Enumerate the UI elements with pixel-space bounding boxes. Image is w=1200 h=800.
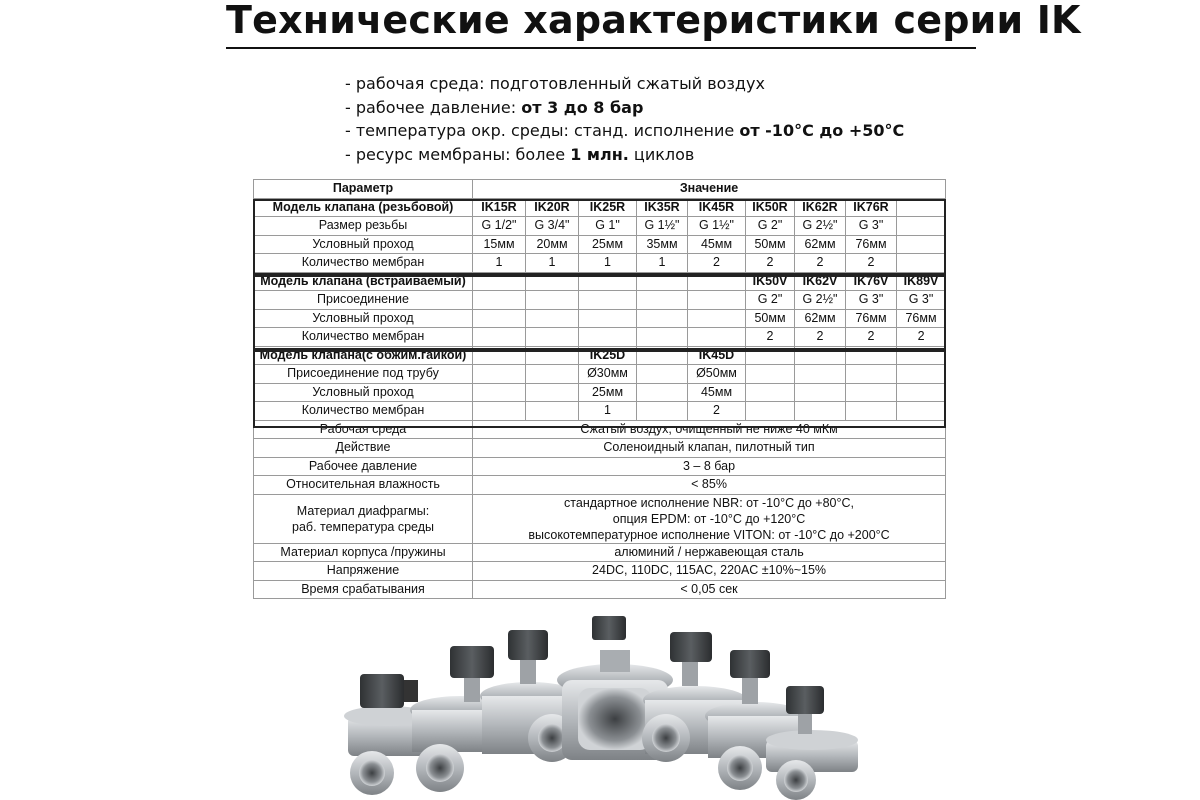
bullet-pre-text: - температура окр. среды: станд. исполнение bbox=[345, 121, 740, 140]
compression-connection-cell bbox=[795, 365, 846, 384]
embedded-bore-label: Условный проход bbox=[254, 309, 473, 328]
header-value: Значение bbox=[473, 180, 946, 199]
threaded-thread-cell: G 3/4" bbox=[526, 217, 579, 236]
threaded-membranes-cell: 2 bbox=[795, 254, 846, 273]
compression-bore-cell bbox=[526, 383, 579, 402]
bullet-bold-text: 1 млн. bbox=[570, 144, 629, 164]
common2-label: Материал корпуса /пружины bbox=[254, 543, 473, 562]
threaded-membranes-cell: 1 bbox=[637, 254, 688, 273]
title-underline bbox=[226, 47, 976, 49]
compression-bore-cell bbox=[846, 383, 897, 402]
bullet-pre-text: - рабочее давление: bbox=[345, 97, 522, 117]
bullet-pre-text: - рабочая среда: подготовленный сжатый воздух bbox=[345, 74, 765, 93]
threaded-bore-cell: 62мм bbox=[795, 235, 846, 254]
compression-connection-cell bbox=[473, 365, 526, 384]
bullet-pre-text: - ресурс мембраны: более bbox=[345, 144, 571, 164]
compression-connection-cell bbox=[746, 365, 795, 384]
threaded-membranes-cell: 2 bbox=[688, 254, 746, 273]
threaded-membranes-label: Количество мембран bbox=[254, 254, 473, 273]
embedded-bore-cell: 62мм bbox=[795, 309, 846, 328]
compression-connection-cell: Ø30мм bbox=[579, 365, 637, 384]
common2-value: 24DC, 110DC, 115AC, 220AC ±10%~15% bbox=[473, 562, 946, 581]
page-title: Технические характеристики серии IK bbox=[226, 0, 1081, 42]
embedded-membranes-cell bbox=[526, 328, 579, 347]
table-row bbox=[254, 235, 946, 254]
compression-bore-cell bbox=[897, 383, 946, 402]
threaded-membranes-cell: 2 bbox=[746, 254, 795, 273]
compression-bore-cell: 25мм bbox=[579, 383, 637, 402]
threaded-thread-cell: G 1/2" bbox=[473, 217, 526, 236]
compression-model-cell bbox=[746, 346, 795, 365]
embedded-model-cell: IK62V bbox=[795, 272, 846, 291]
threaded-membranes-cell: 1 bbox=[526, 254, 579, 273]
threaded-model-cell: IK25R bbox=[579, 198, 637, 217]
compression-membranes-cell bbox=[746, 402, 795, 421]
common2-label: Напряжение bbox=[254, 562, 473, 581]
bullet-item bbox=[345, 72, 904, 96]
threaded-membranes-cell: 1 bbox=[473, 254, 526, 273]
compression-membranes-cell: 2 bbox=[688, 402, 746, 421]
threaded-membranes-cell: 2 bbox=[846, 254, 897, 273]
compression-membranes-cell bbox=[473, 402, 526, 421]
embedded-model-cell bbox=[473, 272, 526, 291]
threaded-bore-cell: 20мм bbox=[526, 235, 579, 254]
bullet-bold-text: от 3 до 8 бар bbox=[521, 97, 644, 117]
compression-connection-cell bbox=[897, 365, 946, 384]
embedded-bore-cell: 76мм bbox=[897, 309, 946, 328]
compression-model-cell bbox=[637, 346, 688, 365]
threaded-bore-cell: 45мм bbox=[688, 235, 746, 254]
diaphragm-value_3: высокотемпературное исполнение VITON: от -10°C до +200°C bbox=[528, 527, 890, 542]
embedded-connection-label: Присоединение bbox=[254, 291, 473, 310]
threaded-thread-label: Размер резьбы bbox=[254, 217, 473, 236]
embedded-connection-cell bbox=[637, 291, 688, 310]
threaded-model-cell: IK35R bbox=[637, 198, 688, 217]
threaded-bore-cell: 25мм bbox=[579, 235, 637, 254]
compression-membranes-cell bbox=[637, 402, 688, 421]
bullet-item bbox=[345, 119, 904, 143]
common-value: < 85% bbox=[473, 476, 946, 495]
embedded-model-cell: IK76V bbox=[846, 272, 897, 291]
table-row bbox=[254, 543, 946, 562]
valves-photo bbox=[330, 608, 890, 800]
table-row bbox=[254, 439, 946, 458]
threaded-model-cell: IK20R bbox=[526, 198, 579, 217]
embedded-connection-cell: G 3" bbox=[846, 291, 897, 310]
compression-bore-cell: 45мм bbox=[688, 383, 746, 402]
compression-bore-cell bbox=[795, 383, 846, 402]
table-row bbox=[254, 291, 946, 310]
embedded-model-cell bbox=[688, 272, 746, 291]
threaded-bore-cell bbox=[897, 235, 946, 254]
threaded-thread-cell: G 1" bbox=[579, 217, 637, 236]
embedded-model-cell bbox=[579, 272, 637, 291]
embedded-membranes-cell: 2 bbox=[746, 328, 795, 347]
embedded-bore-cell bbox=[579, 309, 637, 328]
threaded-model-cell: IK62R bbox=[795, 198, 846, 217]
compression-connection-cell bbox=[526, 365, 579, 384]
bullet-post-text: циклов bbox=[628, 144, 695, 164]
threaded-bore-cell: 50мм bbox=[746, 235, 795, 254]
compression-membranes-label: Количество мембран bbox=[254, 402, 473, 421]
diaphragm-label_1: Материал диафрагмы: bbox=[296, 503, 430, 518]
table-row bbox=[254, 198, 946, 217]
diaphragm-value_2: опция EPDM: от -10°C до +120°C bbox=[612, 511, 806, 526]
compression-model-cell bbox=[846, 346, 897, 365]
table-row bbox=[254, 254, 946, 273]
embedded-bore-cell bbox=[473, 309, 526, 328]
spec-bullets bbox=[345, 72, 904, 166]
embedded-bore-cell bbox=[637, 309, 688, 328]
compression-membranes-cell bbox=[897, 402, 946, 421]
compression-connection-cell bbox=[846, 365, 897, 384]
threaded-bore-label: Условный проход bbox=[254, 235, 473, 254]
threaded-bore-cell: 35мм bbox=[637, 235, 688, 254]
common2-value: < 0,05 сек bbox=[473, 580, 946, 599]
embedded-bore-cell: 50мм bbox=[746, 309, 795, 328]
valve-7 bbox=[766, 686, 858, 800]
table-row bbox=[254, 494, 946, 543]
compression-bore-cell bbox=[746, 383, 795, 402]
threaded-model-label: Модель клапана (резьбовой) bbox=[254, 198, 473, 217]
threaded-thread-cell bbox=[897, 217, 946, 236]
threaded-bore-cell: 15мм bbox=[473, 235, 526, 254]
threaded-thread-cell: G 2" bbox=[746, 217, 795, 236]
common2-label: Время срабатывания bbox=[254, 580, 473, 599]
table-row bbox=[254, 457, 946, 476]
embedded-connection-cell: G 2½" bbox=[795, 291, 846, 310]
bullet-item bbox=[345, 96, 904, 120]
common-value: 3 – 8 бар bbox=[473, 457, 946, 476]
compression-membranes-cell bbox=[795, 402, 846, 421]
threaded-model-cell: IK15R bbox=[473, 198, 526, 217]
table-row bbox=[254, 402, 946, 421]
compression-bore-cell bbox=[473, 383, 526, 402]
table-row bbox=[254, 309, 946, 328]
table-row bbox=[254, 383, 946, 402]
threaded-thread-cell: G 3" bbox=[846, 217, 897, 236]
bullet-bold-text: от -10°C до +50°C bbox=[739, 121, 905, 140]
diaphragm-label_2: раб. температура среды bbox=[292, 519, 434, 534]
table-row bbox=[254, 580, 946, 599]
compression-model-cell: IK45D bbox=[688, 346, 746, 365]
compression-membranes-cell bbox=[846, 402, 897, 421]
threaded-model-cell: IK76R bbox=[846, 198, 897, 217]
compression-model-cell: IK25D bbox=[579, 346, 637, 365]
compression-model-cell bbox=[897, 346, 946, 365]
embedded-connection-cell: G 2" bbox=[746, 291, 795, 310]
bullet-item bbox=[345, 143, 904, 167]
table-row bbox=[254, 365, 946, 384]
table-row bbox=[254, 420, 946, 439]
diaphragm-value bbox=[473, 494, 946, 543]
threaded-model-cell: IK45R bbox=[688, 198, 746, 217]
common-value: Сжатый воздух, очищенный не ниже 40 мКм bbox=[473, 420, 946, 439]
common-label: Относительная влажность bbox=[254, 476, 473, 495]
threaded-model-cell bbox=[897, 198, 946, 217]
embedded-membranes-cell bbox=[473, 328, 526, 347]
compression-bore-label: Условный проход bbox=[254, 383, 473, 402]
embedded-bore-cell bbox=[688, 309, 746, 328]
table-row bbox=[254, 562, 946, 581]
embedded-membranes-label: Количество мембран bbox=[254, 328, 473, 347]
embedded-bore-cell bbox=[526, 309, 579, 328]
embedded-connection-cell bbox=[688, 291, 746, 310]
threaded-bore-cell: 76мм bbox=[846, 235, 897, 254]
common-label: Рабочая среда bbox=[254, 420, 473, 439]
embedded-bore-cell: 76мм bbox=[846, 309, 897, 328]
threaded-membranes-cell: 1 bbox=[579, 254, 637, 273]
table-row bbox=[254, 217, 946, 236]
table-row bbox=[254, 180, 946, 199]
compression-model-cell bbox=[473, 346, 526, 365]
embedded-model-cell: IK89V bbox=[897, 272, 946, 291]
embedded-connection-cell bbox=[579, 291, 637, 310]
header-param: Параметр bbox=[254, 180, 473, 199]
embedded-connection-cell bbox=[473, 291, 526, 310]
table-row bbox=[254, 476, 946, 495]
embedded-membranes-cell bbox=[579, 328, 637, 347]
threaded-thread-cell: G 1½" bbox=[688, 217, 746, 236]
compression-bore-cell bbox=[637, 383, 688, 402]
compression-connection-cell bbox=[637, 365, 688, 384]
compression-connection-cell: Ø50мм bbox=[688, 365, 746, 384]
table-row bbox=[254, 272, 946, 291]
table-row bbox=[254, 328, 946, 347]
embedded-membranes-cell bbox=[688, 328, 746, 347]
embedded-connection-cell: G 3" bbox=[897, 291, 946, 310]
compression-membranes-cell bbox=[526, 402, 579, 421]
common2-value: алюминий / нержавеющая сталь bbox=[473, 543, 946, 562]
embedded-model-cell: IK50V bbox=[746, 272, 795, 291]
embedded-membranes-cell: 2 bbox=[795, 328, 846, 347]
table-row bbox=[254, 346, 946, 365]
common-value: Соленоидный клапан, пилотный тип bbox=[473, 439, 946, 458]
embedded-model-label: Модель клапана (встраиваемый) bbox=[254, 272, 473, 291]
threaded-membranes-cell bbox=[897, 254, 946, 273]
embedded-connection-cell bbox=[526, 291, 579, 310]
compression-model-cell bbox=[526, 346, 579, 365]
common-label: Действие bbox=[254, 439, 473, 458]
compression-connection-label: Присоединение под трубу bbox=[254, 365, 473, 384]
threaded-model-cell: IK50R bbox=[746, 198, 795, 217]
diaphragm-label bbox=[254, 494, 473, 543]
spec-table bbox=[253, 179, 946, 599]
embedded-membranes-cell: 2 bbox=[846, 328, 897, 347]
threaded-thread-cell: G 2½" bbox=[795, 217, 846, 236]
threaded-thread-cell: G 1½" bbox=[637, 217, 688, 236]
common-label: Рабочее давление bbox=[254, 457, 473, 476]
embedded-membranes-cell: 2 bbox=[897, 328, 946, 347]
diaphragm-value_1: стандартное исполнение NBR: от -10°C до +80°C, bbox=[564, 495, 855, 510]
compression-model-label: Модель клапана(с обжим.гайкой) bbox=[254, 346, 473, 365]
compression-model-cell bbox=[795, 346, 846, 365]
embedded-membranes-cell bbox=[637, 328, 688, 347]
compression-membranes-cell: 1 bbox=[579, 402, 637, 421]
embedded-model-cell bbox=[526, 272, 579, 291]
embedded-model-cell bbox=[637, 272, 688, 291]
